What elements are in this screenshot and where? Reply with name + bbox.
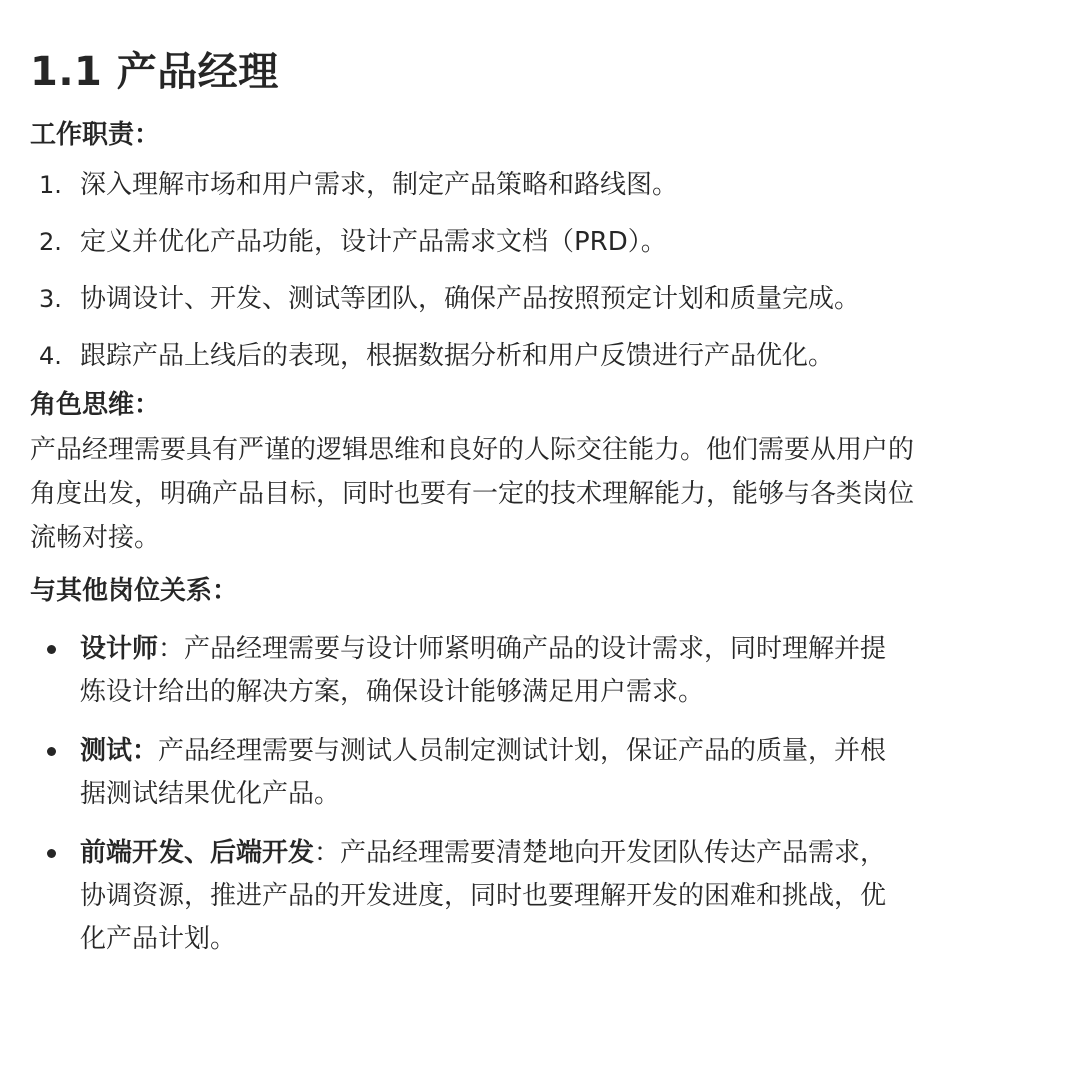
- role-name: 前端开发、后端开发: [80, 838, 315, 868]
- role-description: ：产品经理需要清楚地向开发团队传达产品需求，协调资源，推进产品的开发进度，同时也要理解开发的困难和挑战，优化产品计划。: [80, 838, 887, 954]
- role-description: ：产品经理需要与设计师紧明确产品的设计需求，同时理解并提炼设计给出的解决方案，确保设计能够满足用户需求。: [80, 634, 887, 707]
- list-item-text: 深入理解市场和用户需求，制定产品策略和路线图。: [80, 170, 679, 200]
- list-item-text: 定义并优化产品功能，设计产品需求文档（PRD）。: [80, 227, 667, 257]
- relations-heading: 与其他岗位关系：: [30, 576, 239, 606]
- list-item-number: 3.: [39, 285, 62, 313]
- list-item: [30, 164, 890, 207]
- list-item: [30, 832, 890, 961]
- mindset-heading: 角色思维：: [30, 390, 161, 420]
- bullet-icon: [47, 645, 56, 654]
- mindset-paragraph: 产品经理需要具有严谨的逻辑思维和良好的人际交往能力。他们需要从用户的角度出发，明确产品目标，同时也要有一定的技术理解能力，能够与各类岗位流畅对接。: [30, 435, 915, 553]
- relations-list: [30, 628, 890, 961]
- list-item: [30, 335, 890, 378]
- list-item-text: 协调设计、开发、测试等团队，确保产品按照预定计划和质量完成。: [80, 284, 861, 314]
- list-item: [30, 730, 890, 816]
- list-item: [30, 628, 890, 714]
- duties-list: [30, 164, 890, 378]
- list-item: [30, 221, 890, 264]
- list-item-text: 跟踪产品上线后的表现，根据数据分析和用户反馈进行产品优化。: [80, 341, 835, 371]
- page-title: 1.1 产品经理: [30, 49, 279, 95]
- list-item-number: 4.: [39, 342, 62, 370]
- duties-heading: 工作职责：: [30, 120, 161, 150]
- list-item: [30, 278, 890, 321]
- role-name: 测试：: [80, 736, 159, 766]
- list-item-number: 2.: [39, 228, 62, 256]
- role-description: 产品经理需要与测试人员制定测试计划，保证产品的质量，并根据测试结果优化产品。: [80, 736, 887, 809]
- bullet-icon: [47, 849, 56, 858]
- bullet-icon: [47, 747, 56, 756]
- list-item-number: 1.: [39, 171, 62, 199]
- role-name: 设计师: [80, 634, 159, 664]
